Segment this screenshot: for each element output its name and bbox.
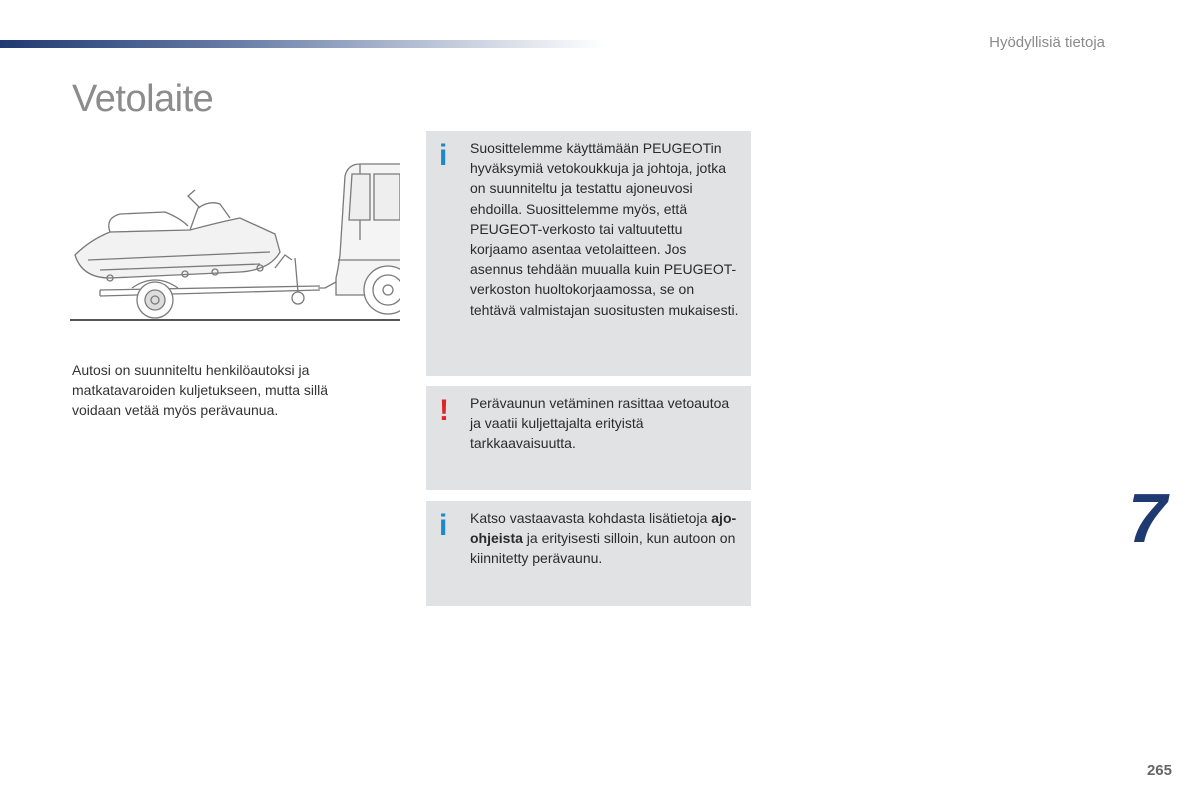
chapter-number: 7 — [1128, 479, 1167, 557]
driving-advice-link[interactable]: ajo-ohjeista — [470, 510, 737, 547]
page-number: 265 — [1146, 762, 1172, 779]
info-icon: i — [439, 509, 448, 542]
note-text — [470, 508, 739, 569]
header-gradient-bar — [0, 40, 605, 48]
warning-note-towing — [426, 386, 751, 490]
intro-paragraph: Autosi on suunniteltu henkilöautoksi ja matkatavaroiden kuljetukseen, mutta sillä voidaan vetää myös perävaunua. — [72, 362, 329, 418]
page-title: Vetolaite — [72, 78, 214, 120]
note-text-before: Katso vastaavasta kohdasta lisätietoja — [470, 510, 712, 526]
note-text: Perävaunun vetäminen rasittaa vetoautoa ja vaatii kuljettajalta erityistä tarkkaavaisuutta. — [470, 395, 730, 452]
info-note-recommendation — [426, 131, 751, 376]
section-label: Hyödyllisiä tietoja — [989, 34, 1105, 51]
note-text-after: ja erityisesti silloin, kun autoon on kiinnitetty perävaunu. — [470, 530, 736, 567]
info-note-driving-advice — [426, 501, 751, 606]
note-text: Suosittelemme käyttämään PEUGEOTin hyväksymiä vetokoukkuja ja johtoja, jotka on suunniteltu ja testattu ajoneuvosi ehdoilla. Suosittelemme myös, että PEUGEOT-verkosto tai valtuutettu korjaamo asentaa vetolaitteen. Jos asennus tehdään muualla kuin PEUGEOT-verkoston huoltokorjaamossa, se on tehtävä valmistajan suositusten mukaisesti. — [470, 140, 739, 318]
warning-icon: ! — [439, 394, 449, 427]
info-icon: i — [439, 139, 448, 172]
trailer-jetski-illustration — [70, 160, 400, 325]
